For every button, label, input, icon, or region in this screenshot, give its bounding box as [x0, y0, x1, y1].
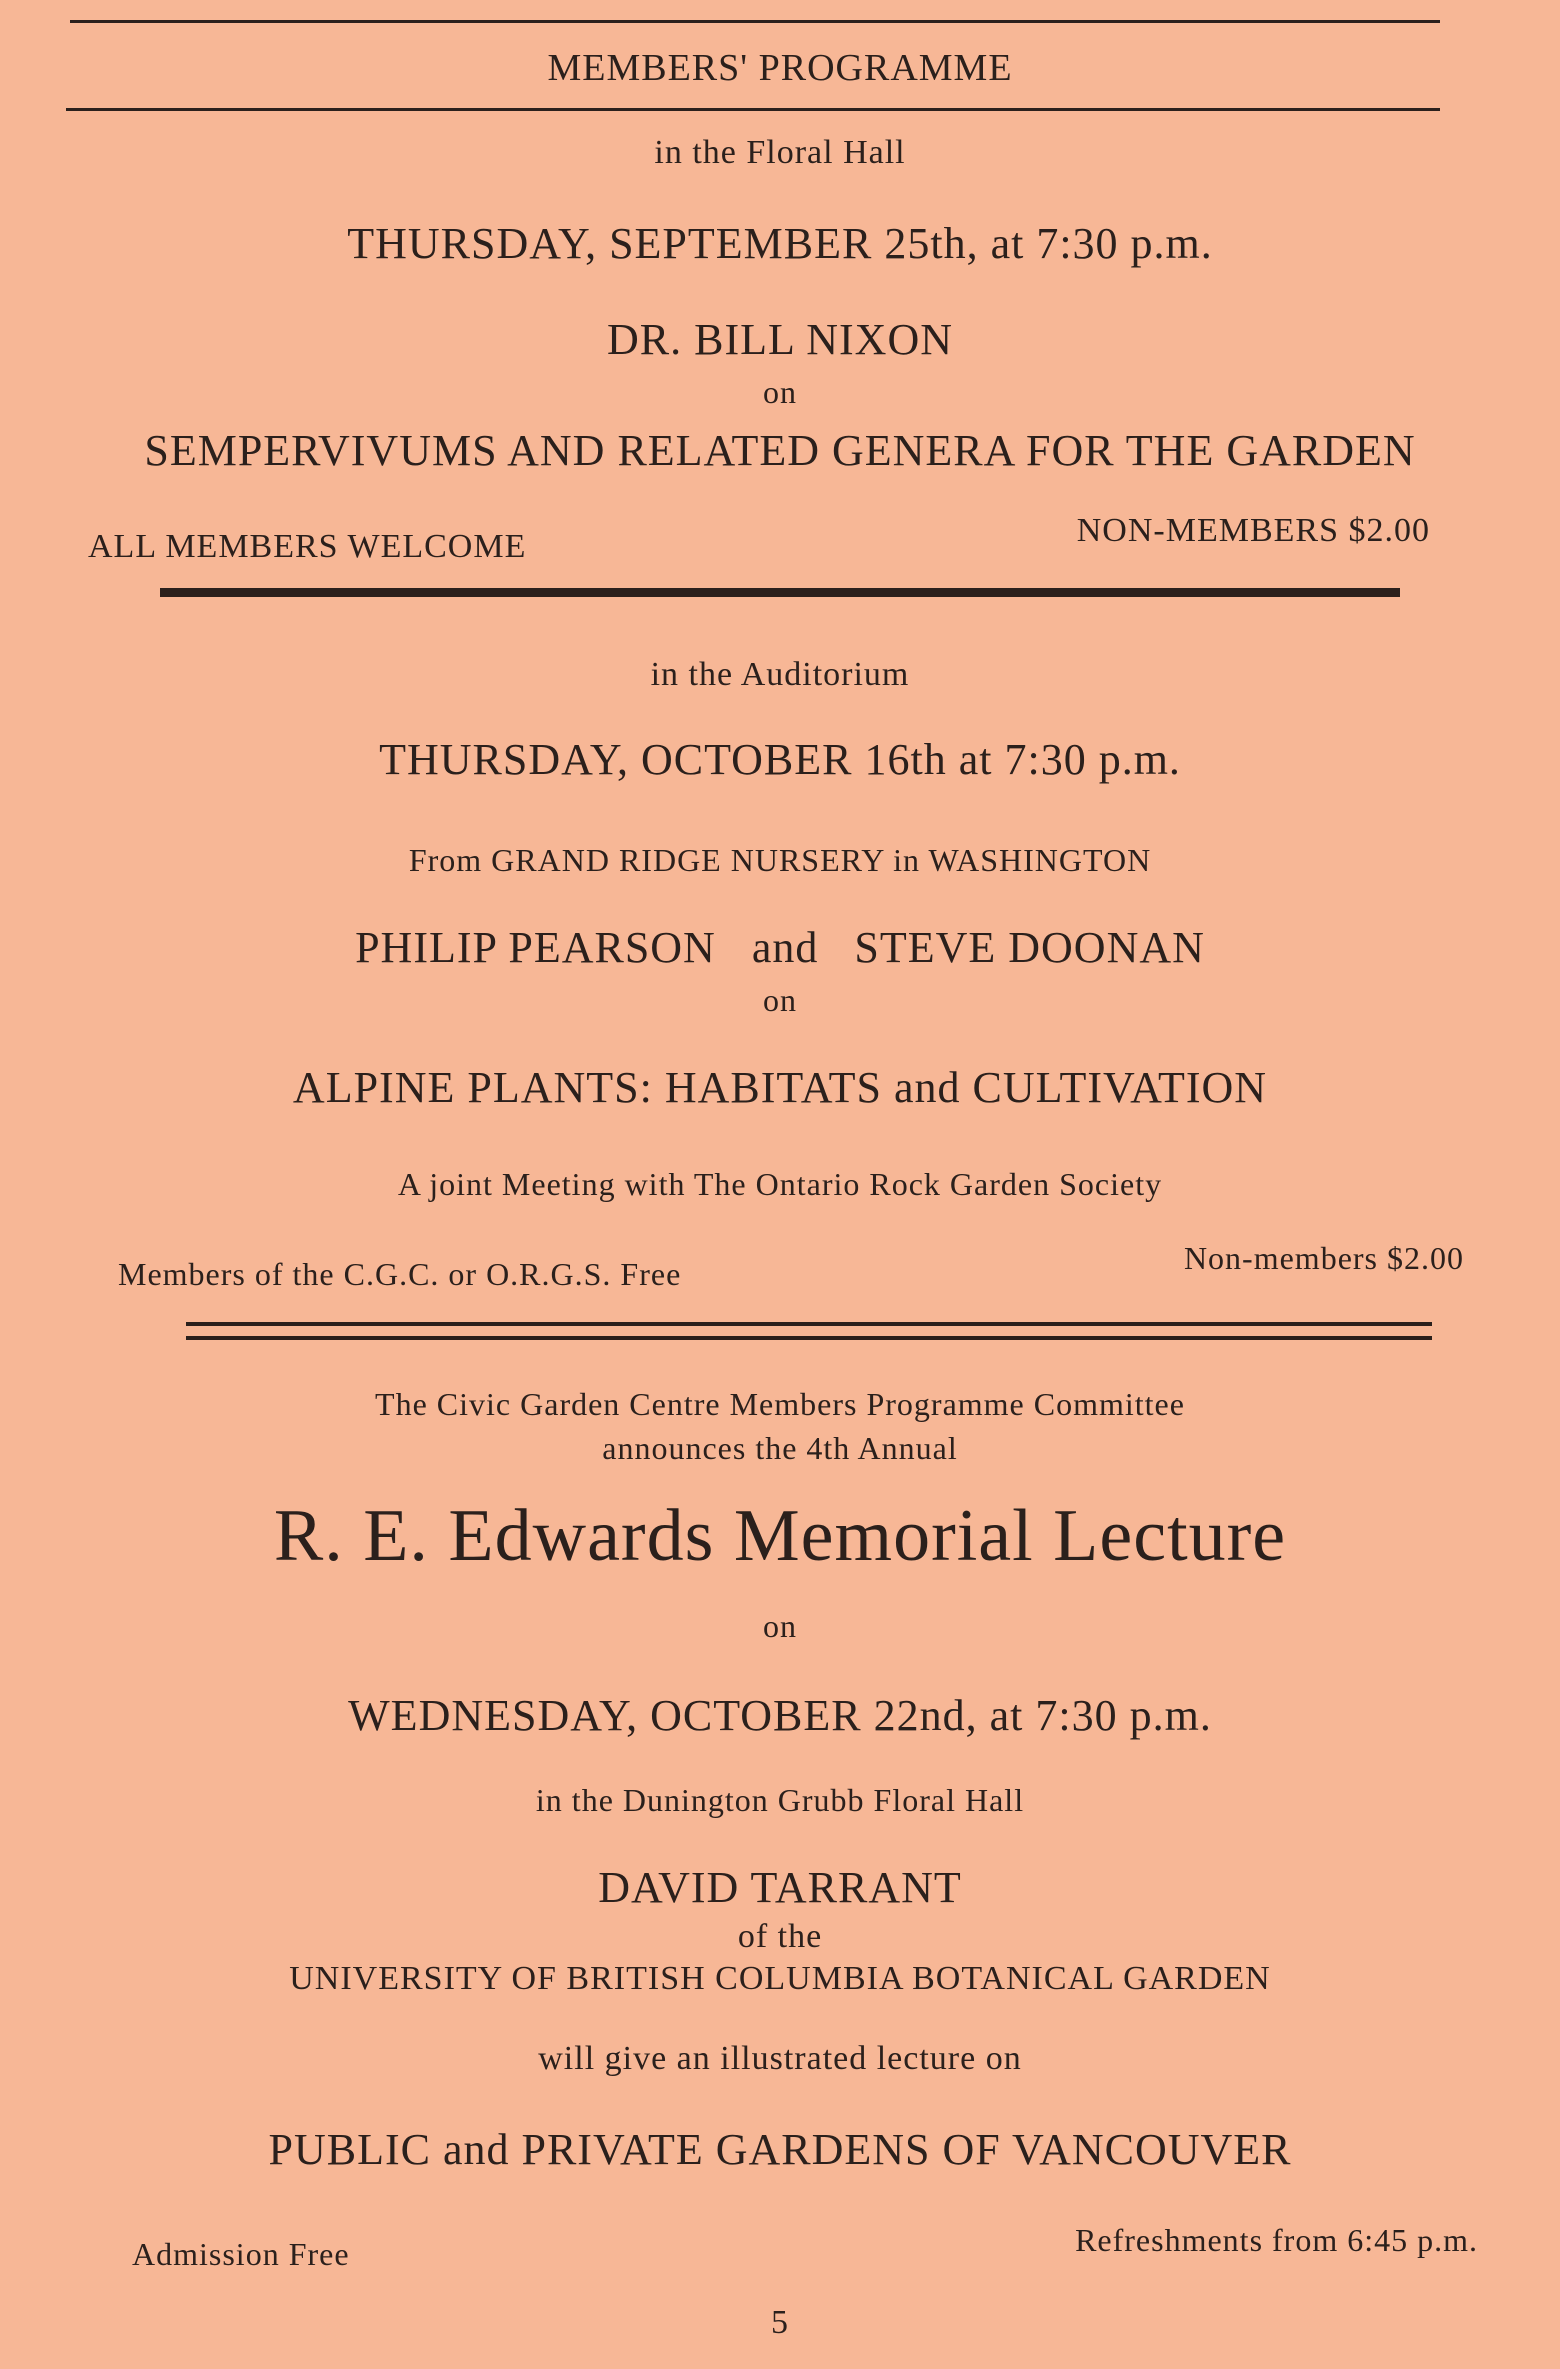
event3-date: WEDNESDAY, OCTOBER 22nd, at 7:30 p.m. — [348, 1691, 1212, 1740]
event1-admission-members: ALL MEMBERS WELCOME — [88, 528, 527, 565]
event1-venue: in the Floral Hall — [654, 134, 906, 171]
event2-date: THURSDAY, OCTOBER 16th at 7:30 p.m. — [379, 735, 1181, 784]
event3-institution: UNIVERSITY OF BRITISH COLUMBIA BOTANICAL GARDEN — [289, 1960, 1271, 1997]
event2-topic: ALPINE PLANTS: HABITATS and CULTIVATION — [292, 1063, 1268, 1112]
event2-joint-meeting: A joint Meeting with The Ontario Rock Garden Society — [397, 1166, 1163, 1202]
event1-date: THURSDAY, SEPTEMBER 25th, at 7:30 p.m. — [347, 219, 1213, 268]
event3-venue: in the Dunington Grubb Floral Hall — [535, 1782, 1025, 1818]
header-bottom-rule — [66, 108, 1440, 111]
event1-topic: SEMPERVIVUMS AND RELATED GENERA FOR THE GARDEN — [144, 426, 1416, 475]
event1-divider — [160, 588, 1400, 597]
header-top-rule — [70, 20, 1440, 23]
event2-divider-bottom — [186, 1336, 1432, 1340]
event2-divider-top — [186, 1322, 1432, 1326]
event3-topic: PUBLIC and PRIVATE GARDENS OF VANCOUVER — [268, 2125, 1292, 2174]
event3-speaker: DAVID TARRANT — [598, 1863, 962, 1912]
event2-admission-nonmembers: Non-members $2.00 — [1183, 1240, 1464, 1276]
event1-on: on — [763, 374, 797, 410]
page-title: MEMBERS' PROGRAMME — [547, 47, 1013, 89]
event3-lecture-note: will give an illustrated lecture on — [538, 2040, 1022, 2077]
event3-intro-line1: The Civic Garden Centre Members Programme Committee — [375, 1386, 1185, 1422]
page-number: 5 — [771, 2304, 789, 2341]
event3-admission: Admission Free — [132, 2236, 350, 2272]
event2-origin: From GRAND RIDGE NURSERY in WASHINGTON — [408, 842, 1152, 878]
event3-on: on — [763, 1608, 797, 1644]
event3-intro-line2: announces the 4th Annual — [602, 1430, 958, 1466]
event2-on: on — [763, 982, 797, 1018]
event2-admission-members: Members of the C.G.C. or O.R.G.S. Free — [118, 1256, 682, 1292]
event2-venue: in the Auditorium — [650, 656, 910, 693]
event1-admission-nonmembers: NON-MEMBERS $2.00 — [1076, 512, 1430, 549]
event2-speakers: PHILIP PEARSON and STEVE DOONAN — [355, 923, 1205, 972]
event3-of-the: of the — [737, 1918, 823, 1955]
event3-lecture-title: R. E. Edwards Memorial Lecture — [273, 1495, 1287, 1577]
event3-refreshments: Refreshments from 6:45 p.m. — [1075, 2222, 1478, 2258]
event1-speaker: DR. BILL NIXON — [607, 315, 953, 364]
